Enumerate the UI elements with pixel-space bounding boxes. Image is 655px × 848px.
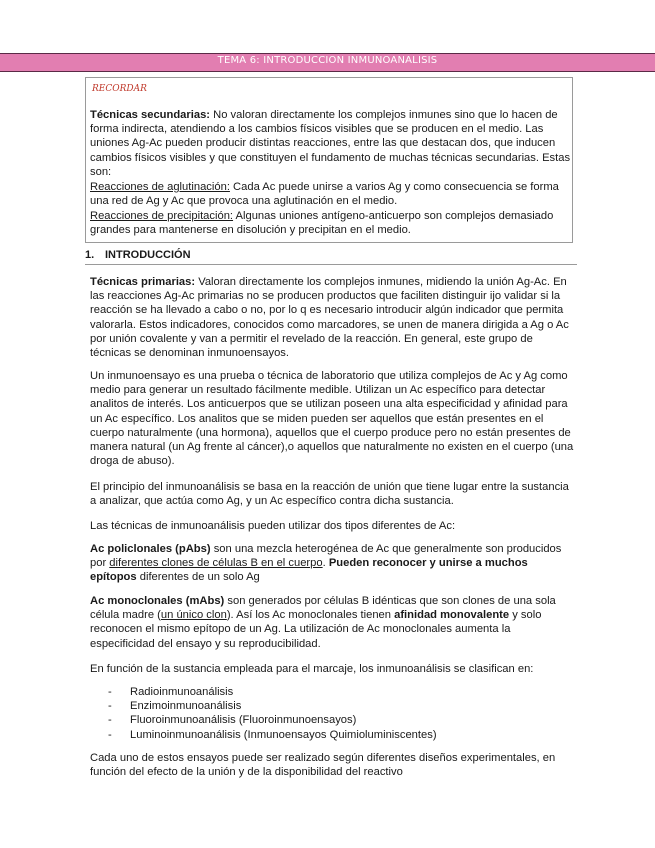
page-title: TEMA 6: INTRODUCCION INMUNOANALISIS <box>217 55 438 66</box>
paragraph-disenos: Cada uno de estos ensayos puede ser realizado según diferentes diseños experimentales, en función del efecto de la unión y de la disponibilidad del reactivo <box>90 752 556 779</box>
term-tecnicas-primarias: Técnicas primarias: <box>90 276 196 288</box>
recordar-label: RECORDAR <box>92 84 147 94</box>
recordar-term-secundarias: Técnicas secundarias: <box>90 109 211 121</box>
recordar-text-secundarias: No valoran directamente los complejos inmunes sino que lo hacen de forma indirecta, atendiendo a los cambios físicos visibles que se producen en el medio. Las uniones Ag-Ac pueden producir distintas reacciones, entre las que destacan dos, que inducen cambios físicos visibles y que constituyen el fundamento de muchas técnicas secundarias. Estas son: <box>90 109 571 178</box>
aglutinacion-label: Reacciones de aglutinación: <box>90 181 230 193</box>
aglutinacion-text: Cada Ac puede unirse a varios Ag y como consecuencia se forma una red de Ag y Ac que provoca una aglutinación en el medio. <box>90 181 559 208</box>
precipitacion-text: Algunas uniones antígeno-anticuerpo son complejos demasiado grandes para mantenerse en disolución y precipitan en el medio. <box>90 210 554 237</box>
term-monoclonales: Ac monoclonales (mAbs) <box>90 595 225 607</box>
term-policlonales: Ac policlonales (pAbs) <box>90 543 211 555</box>
underline-clon: un único clon <box>160 609 227 622</box>
section-title: INTRODUCCIÓN <box>105 249 191 261</box>
text-monoclonales-3: y solo reconocen el mismo epítopo de un Ag. La utilización de Ac monoclonales aumenta la especificidad del ensayo y su reproducibilidad. <box>90 609 542 650</box>
underline-clones: diferentes clones de células B en el cuerpo <box>109 557 323 570</box>
text-policlonales-2: . <box>322 557 329 570</box>
inmunoanalisis-list <box>108 685 437 742</box>
paragraph-principio: El principio del inmunoanálisis se basa en la reacción de unión que tiene lugar entre la sustancia a analizar, que actúa como Ag, y un Ac específico contra dicha sustancia. <box>90 481 569 508</box>
text-tecnicas-primarias: Valoran directamente los complejos inmunes, midiendo la unión Ag-Ac. En las reacciones Ag-Ac primarias no se producen productos que faciliten distinguir ijo validar si la reacción se ha llevado a cabo o no, por lo q es necesario introducir algún indicador que permita valorarla. Estos indicadores, conocidos como marcadores, se unen de manera dirigida a Ag o Ac por unión covalente y van a permitir el revelado de la reacción. En general, este grupo de técnicas se denominan inmunoensayos. <box>90 276 569 360</box>
bold-afinidad: afinidad monovalente <box>394 609 510 622</box>
bold-epitopos: Pueden reconocer y unirse a muchos epítopos <box>90 557 528 584</box>
list-item: - Enzimoinmunoanálisis <box>108 699 437 713</box>
recordar-aglutinacion <box>90 180 576 208</box>
paragraph-clasificacion: En función de la sustancia empleada para el marcaje, los inmunoanálisis se clasifican en: <box>90 663 534 675</box>
paragraph-tecnicas-primarias <box>90 275 576 360</box>
text-policlonales-1: son una mezcla heterogénea de Ac que generalmente son producidos por <box>90 543 562 570</box>
paragraph-inmunoensayo: Un inmunoensayo es una prueba o técnica de laboratorio que utiliza complejos de Ac y Ag como medio para generar un resultado fácilmente medible. Utilizan un Ac específico para detectar analitos de interés. Los anticuerpos que se utilizan poseen una alta especificidad y afinidad para un Ac específico. Los analitos que se miden pueden ser aquellos que están presentes en el cuerpo naturalmente (una hormona), aquellos que el cuerpo produce pero no están presentes de manera natural (un Ag frente al cáncer),o aquellos que naturalmente no existen en el cuerpo (una droga de abuso). <box>90 370 574 468</box>
text-policlonales-3: diferentes de un solo Ag <box>136 571 260 584</box>
section-number: 1. <box>85 249 95 261</box>
list-item: - Radioinmunoanálisis <box>108 685 437 699</box>
recordar-precipitacion <box>90 209 576 237</box>
list-item: - Fluoroinmunoanálisis (Fluoroinmunoensayos) <box>108 713 437 727</box>
paragraph-tipos-ac: Las técnicas de inmunoanálisis pueden utilizar dos tipos diferentes de Ac: <box>90 520 456 532</box>
text-monoclonales-2: ). Así los Ac monoclonales tienen <box>226 609 395 622</box>
recordar-paragraph <box>90 108 576 179</box>
section-heading <box>85 249 577 265</box>
paragraph-monoclonales <box>90 594 576 651</box>
precipitacion-label: Reacciones de precipitación: <box>90 210 234 222</box>
paragraph-policlonales <box>90 542 576 585</box>
list-item: - Luminoinmunoanálisis (Inmunoensayos Quimioluminiscentes) <box>108 728 437 742</box>
text-monoclonales-1: son generados por células B idénticas que son clones de una sola célula madre ( <box>90 595 556 622</box>
